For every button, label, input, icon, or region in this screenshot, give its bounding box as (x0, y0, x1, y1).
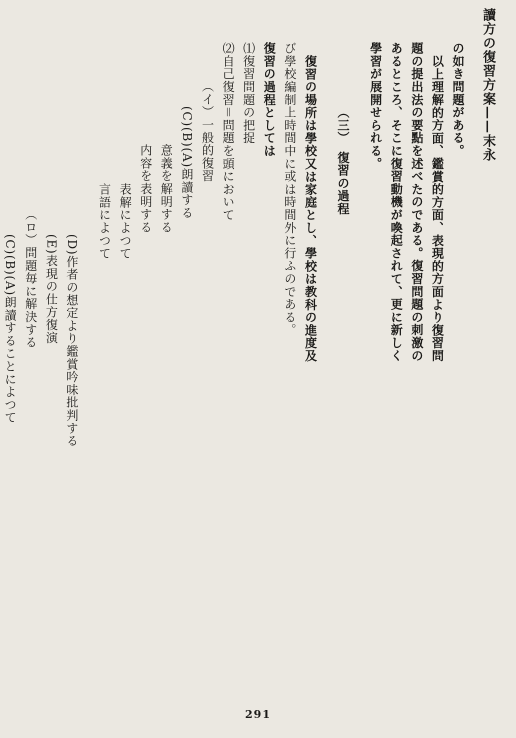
text-line: 表解によつて (118, 182, 133, 260)
text-line: 題の提出法の要點を述べたのである。復習問題の刺激の (409, 42, 424, 362)
text-line: 意義を解明する (159, 144, 174, 234)
text-line: の如き問題がある。 (451, 42, 465, 158)
text-line: (D)作者の想定より鑑賞吟味批判する (64, 234, 79, 448)
paragraph-gap (320, 42, 332, 704)
text-line: 復習の過程としては (262, 42, 277, 158)
text-line: ⑵自己復習＝問題を頭において (221, 42, 236, 222)
text-line: 言語によつて (97, 182, 112, 260)
text-line: （三） 復習の過程 (336, 106, 351, 216)
text-line: （ロ）問題毎に解決する (23, 208, 38, 350)
paragraph-gap (353, 42, 365, 704)
text-line: (E)表現の仕方復演 (44, 234, 59, 345)
paragraph-gap (82, 42, 94, 704)
text-line: 内容を表明する (138, 144, 153, 234)
text-line: ⑴復習問題の把捉 (241, 42, 256, 145)
text-line: 以上理解的方面、鑑賞的方面、表現的方面より復習問 (430, 54, 445, 362)
text-line: あるところ、そこに復習動機が喚起されて、更に新しく (389, 42, 404, 362)
running-head: 讀方の復習方案——末永 (480, 8, 495, 162)
body-text (0, 42, 468, 704)
text-line: 學習が展開せられる。 (368, 42, 383, 170)
text-line: (C)(B)(A)朗讀することによつて (3, 234, 18, 424)
text-line: 復習の場所は學校又は家庭とし、學校は教科の進度及 (303, 54, 318, 362)
text-line: び學校編制上時間中に或は時間外に行ふのである。 (282, 42, 297, 337)
text-line: （イ）一般的復習 (200, 80, 215, 183)
page-number: 291 (245, 708, 271, 721)
text-line: (C)(B)(A)朗讀する (179, 106, 194, 220)
